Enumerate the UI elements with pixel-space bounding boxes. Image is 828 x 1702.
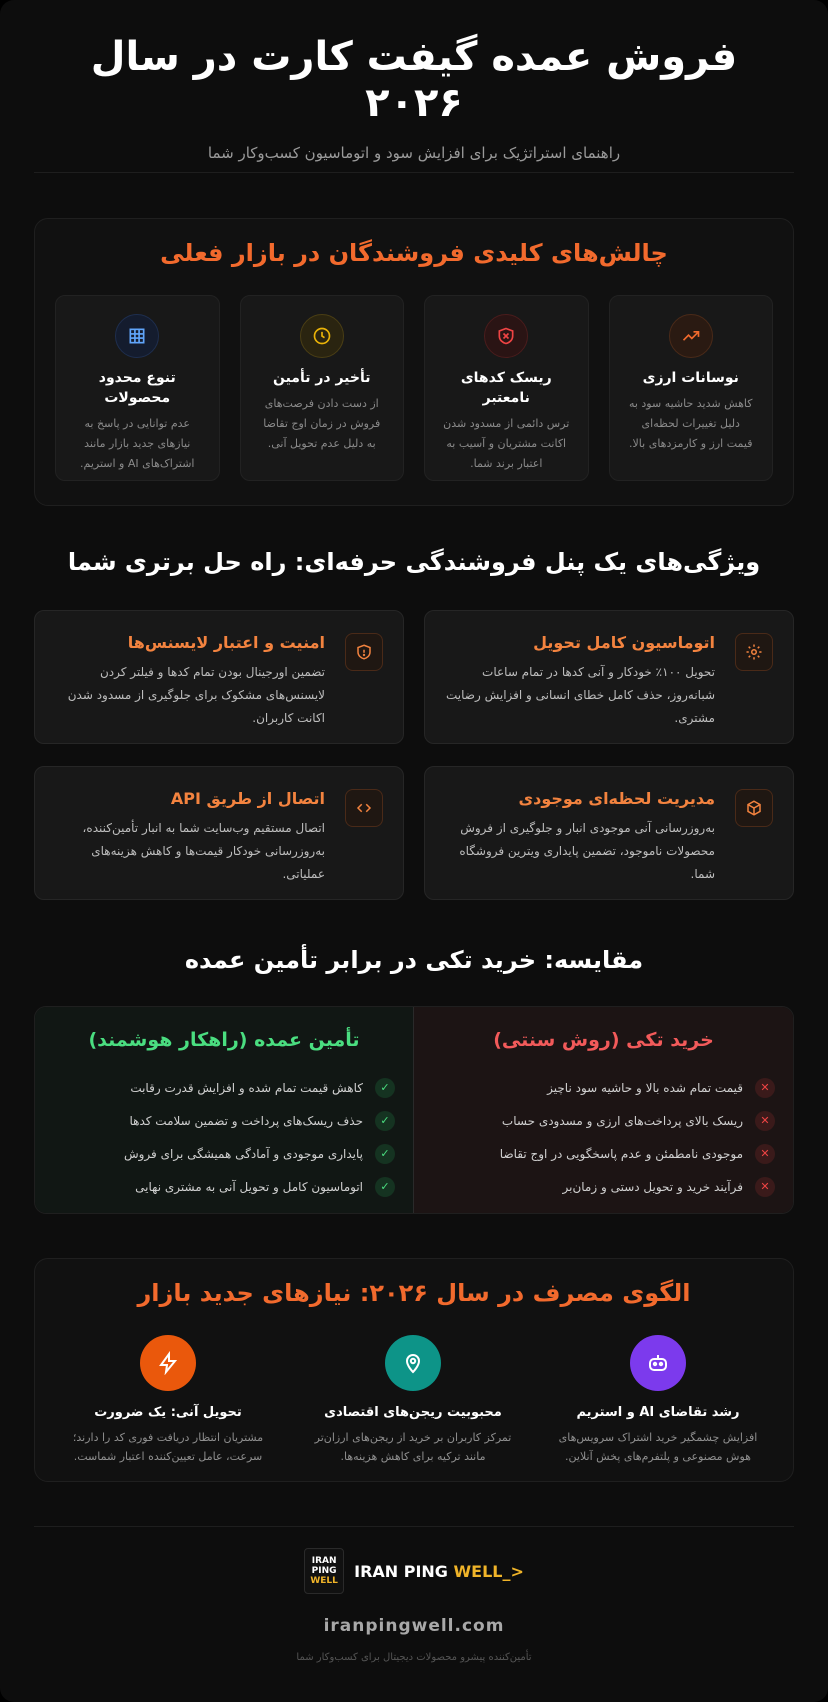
divider xyxy=(34,1526,794,1527)
list-item: ✕ موجودی نامطمئن و عدم پاسخگویی در اوج تقاضا xyxy=(432,1137,775,1170)
list-item: ✓ اتوماسیون کامل و تحویل آنی به مشتری نهایی xyxy=(53,1170,395,1203)
challenge-title: نوسانات ارزی xyxy=(642,370,739,386)
trend-item xyxy=(298,1335,528,1466)
trend-item xyxy=(53,1335,283,1466)
hero xyxy=(0,0,828,162)
x-icon: ✕ xyxy=(755,1111,775,1131)
trending-up-icon xyxy=(669,314,713,358)
trend-text: تمرکز کاربران بر خرید از ریجن‌های ارزان‌تر مانند ترکیه برای کاهش هزینه‌ها. xyxy=(314,1431,512,1463)
trend-text: مشتریان انتظار دریافت فوری کد را دارند؛ سرعت، عامل تعیین‌کننده اعتبار شماست. xyxy=(72,1431,264,1463)
feature-title: مدیریت لحظه‌ای موجودی xyxy=(518,789,715,808)
challenge-card xyxy=(424,295,589,481)
brand-name: IRAN PING WELL_> xyxy=(354,1561,524,1581)
trend-title: تحویل آنی: یک ضرورت xyxy=(94,1405,242,1420)
challenges-title: چالش‌های کلیدی فروشندگان در بازار فعلی xyxy=(160,239,668,267)
list-item: ✕ ریسک بالای پرداخت‌های ارزی و مسدودی حساب xyxy=(432,1104,775,1137)
feature-text: به‌روزرسانی آنی موجودی انبار و جلوگیری از فروش محصولات ناموجود، تضمین پایداری ویترین فروشگاه شما. xyxy=(459,821,715,881)
lightning-icon xyxy=(140,1335,196,1391)
challenge-text: کاهش شدید حاشیه سود به دلیل تغییرات لحظه‌ای قیمت ارز و کارمزدهای بالا. xyxy=(628,397,753,450)
challenges-panel xyxy=(34,218,794,506)
page-title: فروش عمده گیفت کارت در سال ۲۰۲۶ xyxy=(90,34,738,126)
feature-title: امنیت و اعتبار لایسنس‌ها xyxy=(127,633,325,652)
comparison-title: مقایسه: خرید تکی در برابر تأمین عمده xyxy=(184,946,644,974)
feature-card xyxy=(424,766,794,900)
check-icon: ✓ xyxy=(375,1144,395,1164)
x-icon: ✕ xyxy=(755,1078,775,1098)
challenge-card xyxy=(55,295,220,481)
robot-icon xyxy=(630,1335,686,1391)
challenge-title: تأخیر در تأمین xyxy=(272,370,371,386)
feature-text: اتصال مستقیم وب‌سایت شما به انبار تأمین‌کننده، به‌روزرسانی خودکار قیمت‌ها و کاهش هزینه‌های عملیاتی. xyxy=(82,821,325,881)
wholesale-title: تأمین عمده (راهکار هوشمند) xyxy=(88,1029,360,1051)
challenge-text: از دست دادن فرصت‌های فروش در زمان اوج تقاضا به دلیل عدم تحویل آنی. xyxy=(263,397,381,450)
code-icon xyxy=(345,789,383,827)
x-icon: ✕ xyxy=(755,1144,775,1164)
challenge-card xyxy=(240,295,405,481)
list-item: ✕ قیمت تمام شده بالا و حاشیه سود ناچیز xyxy=(432,1071,775,1104)
challenges-grid xyxy=(55,295,773,481)
feature-text: تحویل ۱۰۰٪ خودکار و آنی کدها در تمام ساعات شبانه‌روز، حذف کامل خطای انسانی و افزایش رضایت مشتری. xyxy=(445,665,715,725)
feature-text: تضمین اورجینال بودن تمام کدها و فیلتر کردن لایسنس‌های مشکوک برای جلوگیری از مسدود شدن اکانت کاربران. xyxy=(67,665,325,725)
trend-title: محبوبیت ریجن‌های اقتصادی xyxy=(324,1405,502,1420)
features-title: ویژگی‌های یک پنل فروشندگی حرفه‌ای: راه حل برتری شما xyxy=(67,548,761,576)
box-icon xyxy=(735,789,773,827)
trend-item xyxy=(543,1335,773,1466)
feature-title: اتوماسیون کامل تحویل xyxy=(533,633,715,652)
comparison-table xyxy=(34,1006,794,1214)
brand xyxy=(0,1548,828,1594)
check-icon: ✓ xyxy=(375,1078,395,1098)
challenge-title: ریسک کدهای نامعتبر xyxy=(460,370,552,406)
gear-icon xyxy=(735,633,773,671)
list-item: ✓ کاهش قیمت تمام شده و افزایش قدرت رقابت xyxy=(53,1071,395,1104)
brand-logo: IRAN PING WELL xyxy=(304,1548,344,1594)
list-item: ✓ حذف ریسک‌های پرداخت و تضمین سلامت کدها xyxy=(53,1104,395,1137)
x-icon: ✕ xyxy=(755,1177,775,1197)
challenge-card xyxy=(609,295,774,481)
check-icon: ✓ xyxy=(375,1177,395,1197)
challenge-text: ترس دائمی از مسدود شدن اکانت مشتریان و آسیب به اعتبار برند شما. xyxy=(443,417,570,470)
trends-title: الگوی مصرف در سال ۲۰۲۶: نیازهای جدید بازار xyxy=(137,1279,691,1307)
page-subtitle: راهنمای استراتژیک برای افزایش سود و اتوماسیون کسب‌وکار شما xyxy=(207,144,621,162)
feature-title: اتصال از طریق API xyxy=(170,789,325,808)
shield-icon xyxy=(345,633,383,671)
single-purchase-column xyxy=(414,1007,793,1213)
single-purchase-title: خرید تکی (روش سنتی) xyxy=(493,1029,714,1051)
wholesale-column xyxy=(35,1007,414,1213)
challenge-title: تنوع محدود محصولات xyxy=(98,370,176,406)
shield-x-icon xyxy=(484,314,528,358)
trend-text: افزایش چشمگیر خرید اشتراک سرویس‌های هوش مصنوعی و پلتفرم‌های پخش آنلاین. xyxy=(558,1431,758,1463)
challenge-text: عدم توانایی در پاسخ به نیازهای جدید بازار مانند اشتراک‌های AI و استریم. xyxy=(80,417,195,470)
grid-icon xyxy=(115,314,159,358)
feature-card xyxy=(34,766,404,900)
check-icon: ✓ xyxy=(375,1111,395,1131)
trend-title: رشد تقاضای AI و استریم xyxy=(576,1405,740,1420)
list-item: ✕ فرآیند خرید و تحویل دستی و زمان‌بر xyxy=(432,1170,775,1203)
footer-text: تأمین‌کننده پیشرو محصولات دیجیتال برای کسب‌وکار شما xyxy=(296,1652,532,1663)
website-link[interactable]: iranpingwell.com xyxy=(323,1616,505,1636)
list-item: ✓ پایداری موجودی و آمادگی همیشگی برای فروش xyxy=(53,1137,395,1170)
location-icon xyxy=(385,1335,441,1391)
clock-icon xyxy=(300,314,344,358)
divider xyxy=(34,172,794,173)
feature-card xyxy=(34,610,404,744)
feature-card xyxy=(424,610,794,744)
trends-panel xyxy=(34,1258,794,1482)
